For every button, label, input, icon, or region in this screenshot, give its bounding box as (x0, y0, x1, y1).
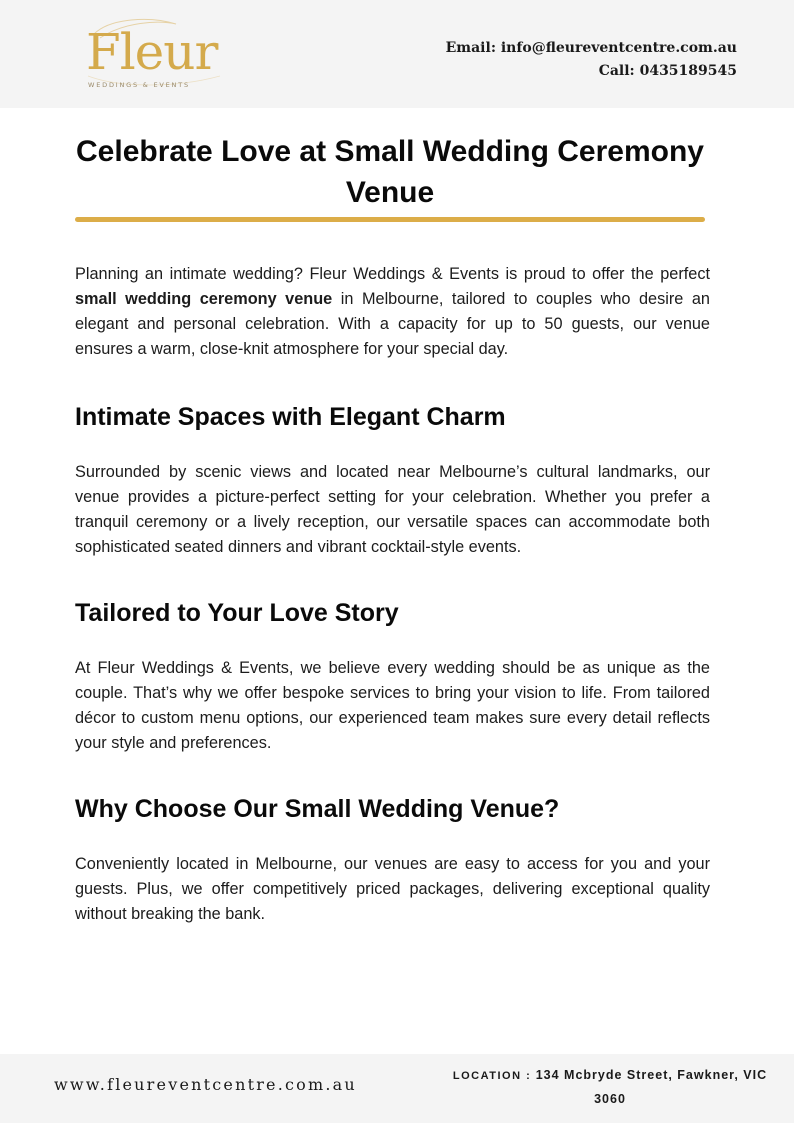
intro-keyword: small wedding ceremony venue (75, 290, 333, 308)
section-body-love-story: At Fleur Weddings & Events, we believe every wedding should be as unique as the couple. That’s why we offer bespoke services to bring your vision to life. From tailored décor to custom menu options, our experienced team makes sure every detail reflects your style and preferences. (75, 659, 710, 752)
intro-paragraph (75, 262, 710, 362)
logo-wordmark: Fleur (86, 23, 218, 81)
contact-email[interactable]: Email: info@fleureventcentre.com.au (445, 40, 737, 56)
logo-tagline: WEDDINGS & EVENTS (88, 81, 190, 89)
footer-website[interactable]: www.fleureventcentre.com.au (54, 1075, 357, 1094)
title-divider (75, 217, 705, 222)
section-body-why-choose: Conveniently located in Melbourne, our venues are easy to access for you and your guests. Plus, we offer competitively priced packages, delivering exceptional quality without breaking the bank. (75, 855, 710, 923)
article-body (75, 262, 710, 927)
section-body-intimate-spaces: Surrounded by scenic views and located near Melbourne’s cultural landmarks, our venue provides a picture-perfect setting for your celebration. Whether you prefer a tranquil ceremony or a lively reception, our versatile spaces can accommodate both sophisticated seated dinners and vibrant cocktail-style events. (75, 463, 710, 556)
intro-text-end: in Melbourne, tailored to couples who desire an elegant and personal celebration. With a capacity for up to 50 guests, our venue ensures a warm, close-knit atmosphere for your special day. (75, 290, 710, 358)
page-header (0, 0, 794, 108)
location-label: LOCATION : (452, 1070, 532, 1082)
contact-phone[interactable]: Call: 0435189545 (598, 63, 737, 79)
page-footer (0, 1054, 794, 1123)
section-heading-why-choose: Why Choose Our Small Wedding Venue? (75, 795, 560, 823)
page-title: Celebrate Love at Small Wedding Ceremony Venue (76, 135, 704, 209)
section-heading-love-story: Tailored to Your Love Story (75, 599, 399, 627)
footer-location (440, 1064, 780, 1111)
section-heading-intimate-spaces: Intimate Spaces with Elegant Charm (75, 403, 506, 431)
intro-text-start: Planning an intimate wedding? Fleur Weddings & Events is proud to offer the perfect (75, 265, 710, 283)
location-address: 134 Mcbryde Street, Fawkner, VIC 3060 (535, 1068, 768, 1106)
fleur-logo[interactable] (80, 14, 230, 94)
contact-info (446, 37, 737, 83)
